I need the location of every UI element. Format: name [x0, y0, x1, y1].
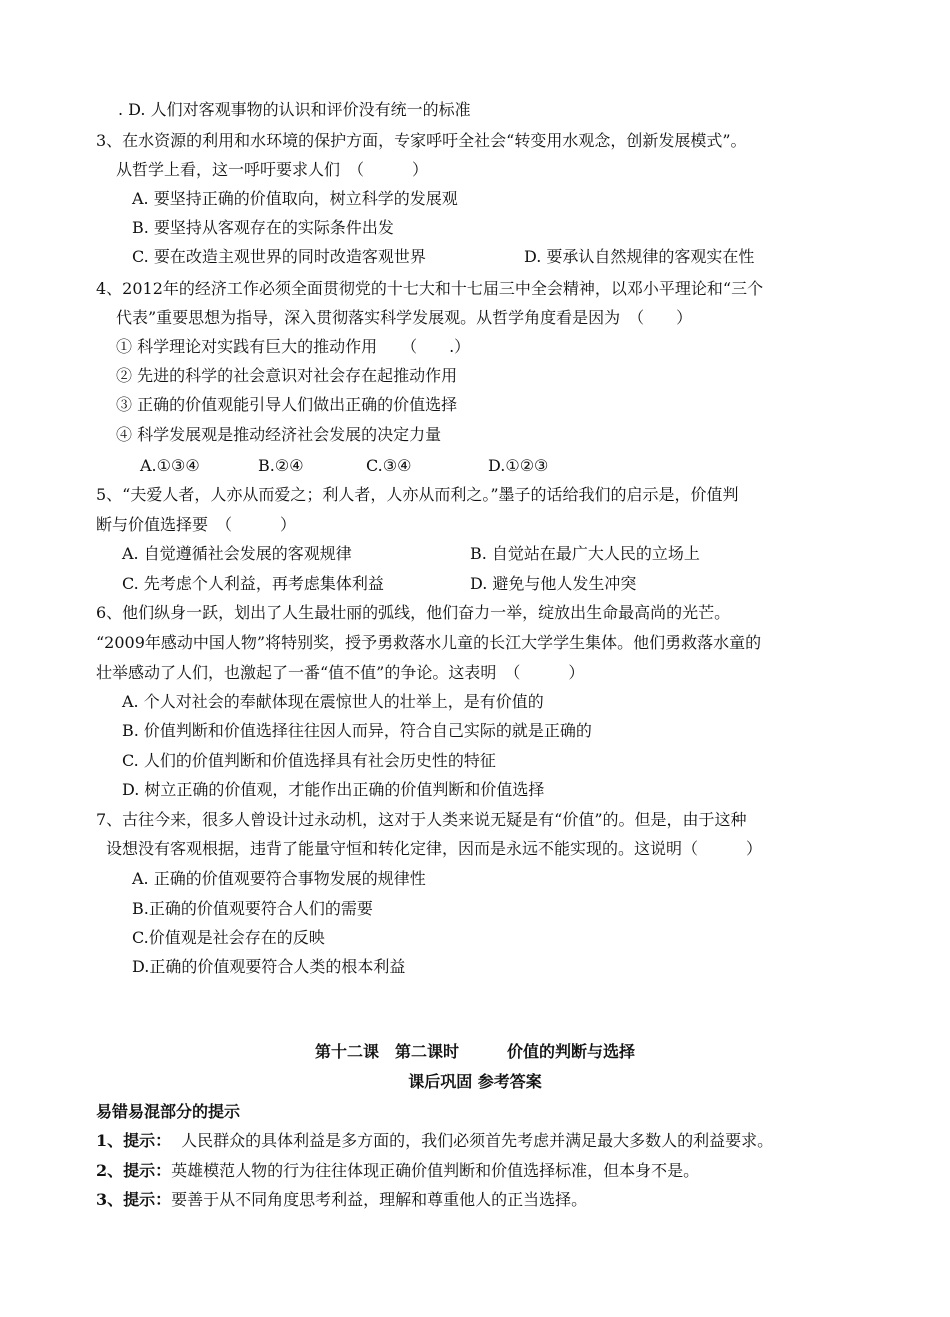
- q4-item-1: ① 科学理论对实践有巨大的推动作用 （ .）: [116, 337, 471, 356]
- q4-item-2: ② 先进的科学的社会意识对社会存在起推动作用: [116, 366, 458, 385]
- q2-option-d: . D. 人们对客观事物的认识和评价没有统一的标准: [118, 100, 471, 119]
- q6-option-c: C. 人们的价值判断和价值选择具有社会历史性的特征: [122, 751, 496, 770]
- q4-option-a: A.①③④: [140, 456, 200, 475]
- q4-stem-line1: 4、2012年的经济工作必须全面贯彻党的十七大和十七届三中全会精神，以邓小平理论和“三个: [96, 279, 764, 298]
- q3-option-d: D. 要承认自然规律的客观实在性: [524, 247, 755, 266]
- q3-stem-line2: 从哲学上看，这一呼吁要求人们 （ ）: [116, 160, 429, 179]
- hint-text: 英雄模范人物的行为往往体现正确价值判断和价值选择标准，但本身不是。: [171, 1161, 700, 1180]
- q7-option-c: C.价值观是社会存在的反映: [132, 928, 325, 947]
- answer-subtitle: 课后巩固 参考答案: [408, 1072, 542, 1091]
- q6-stem-line1: 6、他们纵身一跃，划出了人生最壮丽的弧线，他们奋力一举，绽放出生命最高尚的光芒。: [96, 603, 731, 622]
- q4-item-4: ④ 科学发展观是推动经济社会发展的决定力量: [116, 425, 442, 444]
- q6-stem-line3: 壮举感动了人们，也激起了一番“值不值”的争论。这表明 （ ）: [96, 663, 585, 682]
- q7-stem-line1: 7、古往今来，很多人曾设计过永动机，这对于人类来说无疑是有“价值”的。但是，由于这种: [96, 810, 747, 829]
- q3-option-c: C. 要在改造主观世界的同时改造客观世界: [132, 247, 426, 266]
- q6-option-d: D. 树立正确的价值观，才能作出正确的价值判断和价值选择: [122, 780, 545, 799]
- q6-option-b: B. 价值判断和价值选择往往因人而异，符合自己实际的就是正确的: [122, 721, 592, 740]
- hint-item: [96, 1130, 773, 1152]
- q7-stem-line2: 设想没有客观根据，违背了能量守恒和转化定律，因而是永远不能实现的。这说明（ ）: [106, 839, 763, 858]
- q5-option-c: C. 先考虑个人利益，再考虑集体利益: [122, 574, 384, 593]
- hint-text: 人民群众的具体利益是多方面的，我们必须首先考虑并满足最大多数人的利益要求。: [181, 1131, 774, 1150]
- q7-option-a: A. 正确的价值观要符合事物发展的规律性: [132, 869, 426, 888]
- hint-text: 要善于从不同角度思考利益，理解和尊重他人的正当选择。: [171, 1190, 588, 1209]
- q7-option-d: D.正确的价值观要符合人类的根本利益: [132, 957, 406, 976]
- answer-title: 第十二课 第二课时 价值的判断与选择: [314, 1042, 635, 1061]
- q3-stem-line1: 3、在水资源的利用和水环境的保护方面，专家呼吁全社会“转变用水观念，创新发展模式”。: [96, 131, 747, 150]
- hint-label: 1、提示：: [96, 1131, 172, 1150]
- q4-option-c: C.③④: [366, 456, 412, 475]
- q4-option-d: D.①②③: [488, 456, 549, 475]
- q4-option-b: B.②④: [258, 456, 304, 475]
- q5-option-b: B. 自觉站在最广大人民的立场上: [470, 544, 700, 563]
- q7-option-b: B.正确的价值观要符合人们的需要: [132, 899, 373, 918]
- hint-item: [96, 1189, 587, 1211]
- q6-stem-line2: “2009年感动中国人物”将特别奖，授予勇救落水儿童的长江大学学生集体。他们勇救落水童的: [96, 633, 762, 652]
- hint-label: 3、提示：: [96, 1190, 172, 1209]
- hint-label: 2、提示：: [96, 1161, 172, 1180]
- q3-option-a: A. 要坚持正确的价值取向，树立科学的发展观: [132, 189, 458, 208]
- q4-item-3: ③ 正确的价值观能引导人们做出正确的价值选择: [116, 395, 458, 414]
- q5-stem-line1: 5、“夫爱人者，人亦从而爱之；利人者，人亦从而利之。”墨子的话给我们的启示是，价值判: [96, 485, 739, 504]
- q6-option-a: A. 个人对社会的奉献体现在震惊世人的壮举上，是有价值的: [122, 692, 544, 711]
- q5-option-a: A. 自觉遵循社会发展的客观规律: [122, 544, 352, 563]
- q5-stem-line2: 断与价值选择要 （ ）: [96, 515, 297, 534]
- q4-stem-line2: 代表”重要思想为指导，深入贯彻落实科学发展观。从哲学角度看是因为 （ ）: [116, 308, 693, 327]
- q5-option-d: D. 避免与他人发生冲突: [470, 574, 637, 593]
- q3-option-b: B. 要坚持从客观存在的实际条件出发: [132, 218, 394, 237]
- hints-heading: 易错易混部分的提示: [96, 1102, 241, 1121]
- hint-item: [96, 1160, 699, 1182]
